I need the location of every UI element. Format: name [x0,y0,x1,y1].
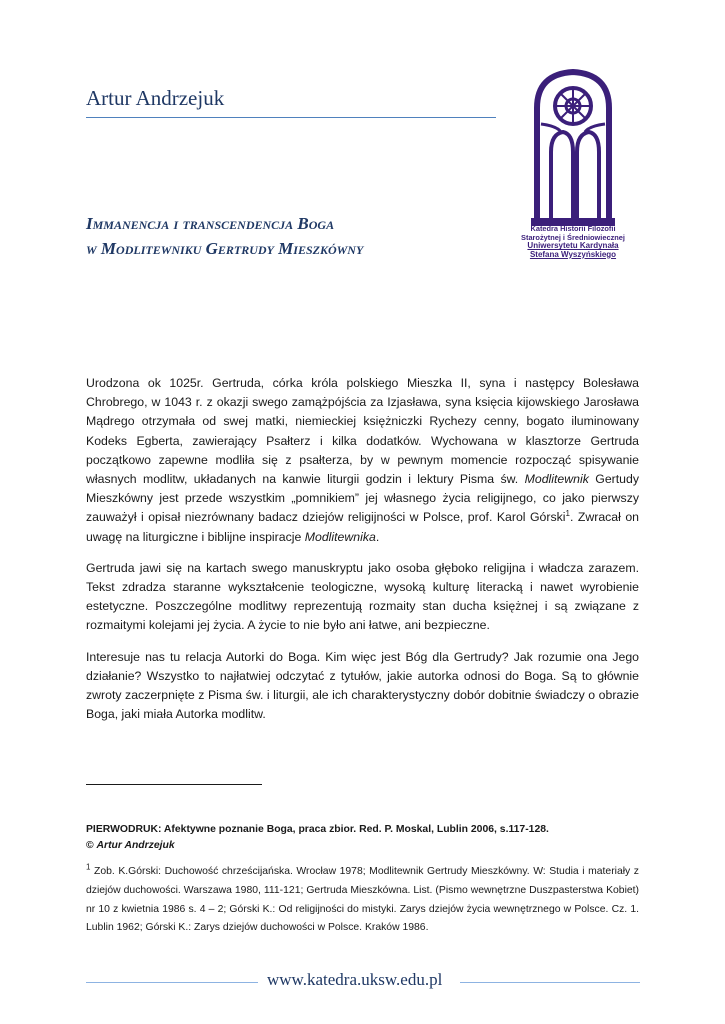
footer-line-right [460,982,640,983]
copyright-line [86,838,639,854]
p1-text-d: . [375,529,380,544]
logo-line-3: Uniwersytetu Kardynała [527,241,619,251]
footer-line-left [86,982,258,983]
p1-text-a: Urodzona ok 1025r. Gertruda, córka króla polskiego Mieszka II, syna i następcy Bolesława Chrobrego, w 1043 r. z okazji swego zamążpójścia za Izjasława, syna księcia kijowskiego Jarosława Mądrego otrzymała od swej matki, niemieckiej księżniczki Rychezy cenny, bogato iluminowany Kodeks Egberta, zawierający Psałterz i kilka dodatków. Wychowana w klasztorze Gertruda początkowo zapewne modliła się z psałterza, by w pewnym momencie rozpocząć spisywanie własnych modlitw, układanych na kanwie liturgii godzin i lektury Pisma św. [86,376,639,487]
logo-caption [520,225,626,259]
logo-line-1: Katedra Historii Filozofii [530,224,616,233]
reprint-line: PIERWODRUK: Afektywne poznanie Boga, praca zbior. Red. P. Moskal, Lublin 2006, s.117-128. [86,824,549,835]
p1-text-b: Gertudy Mieszkówny jest przede wszystkim „pomnikiem” jej własnego życia religijnego, co jako pierwszy zauważył i opisał niezrównany badacz dziejów religijności w Polsce, prof. Karol Górski [86,472,640,525]
p1-text-c: . Zwracał on uwagę na liturgiczne i biblijne inspiracje [86,510,640,544]
footnote-text: Zob. K.Górski: Duchowość chrześcijańska. Wrocław 1978; Modlitewnik Gertrudy Mieszkówny. W: Studia i materiały z dziejów duchowości. Warszawa 1980, 111-121; Gertruda Mieszkówna. List. (Pismo wewnętrzne Duszpasterstwa Kobiet) nr 10 z kwietnia 1986 s. 4 – 2; Górski K.: Od religijności do mistyki. Zarys dziejów życia wewnętrznego w Polsce. Cz. 1. Lublin 1962; Górski K.: Zarys dziejów duchowości w Polsce. Kraków 1986. [86,866,639,934]
author-name: Artur Andrzejuk [86,86,225,110]
footer-website[interactable]: www.katedra.uksw.edu.pl [267,970,443,989]
copyright-sign: © [86,840,94,851]
copyright-name: Artur Andrzejuk [96,840,175,851]
footnote-separator [86,784,262,785]
paragraph-2: Gertruda jawi się na kartach swego manuskryptu jako osoba głęboko religijna i władcza zarazem. Tekst zdradza staranne wykształcenie teologiczne, wysoką kulturę literacką i nawet wyrobienie estetyczne. Poszczególne modlitwy reprezentują rozmaity stan ducha księżnej i są związane z rozmaitymi kolejami jej życia. A życie to nie było ani łatwe, ani bezpieczne. [86,560,639,633]
p1-italic-modlitewnik: Modlitewnik [524,472,589,487]
title-line-1: Immanencja i transcendencja Boga [86,214,335,233]
title-line-2: w Modlitewniku Gertrudy Mieszkówny [86,239,364,258]
footnote-ref-1[interactable]: 1 [565,509,570,519]
footnote-number: 1 [86,862,91,872]
article-body [86,374,639,736]
author-underline [86,117,496,118]
p1-italic-modlitewnika: Modlitewnika [304,529,376,544]
reprint-note [86,822,639,854]
paragraph-3: Interesuje nas tu relacja Autorki do Boga. Kim więc jest Bóg dla Gertrudy? Jak rozumie ona Jego działanie? Wszystko to najłatwiej odczytać z tytułów, jakie autorka odnosi do Boga. Są to głównie zwroty zaczerpnięte z Pisma św. i liturgii, ale ich charakterystyczny dobór dobitnie świadczy o obrazie Boga, jaki miała Autorka modlitw. [86,649,639,722]
logo-line-2: Starożytnej i Średniowiecznej [521,232,625,242]
logo-line-4: Stefana Wyszyńskiego [529,249,617,259]
paragraph-1 [86,374,639,547]
article-title [86,211,363,261]
footnote-1 [86,863,639,938]
